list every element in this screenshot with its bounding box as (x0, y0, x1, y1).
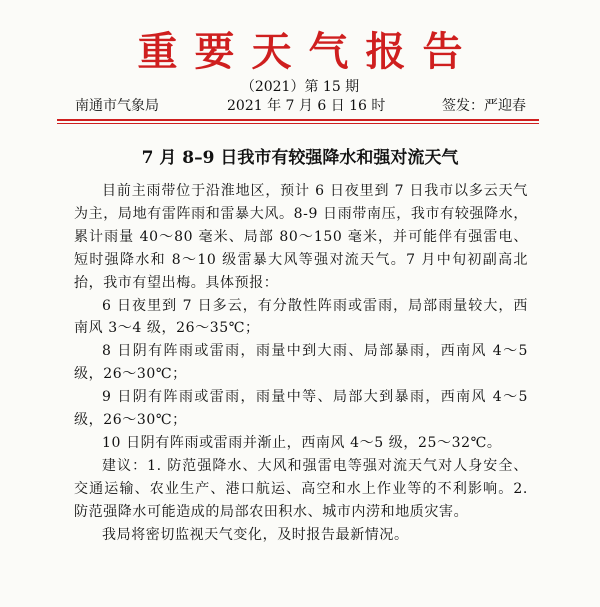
paragraph-closing: 我局将密切监视天气变化，及时报告最新情况。 (102, 526, 409, 543)
issue-number: （2021）第 15 期 (240, 79, 360, 95)
paragraph-overview: 目前主雨带位于沿淮地区，预计 6 日夜里到 7 日我市以多云天气为主，局地有雷阵雨和雷暴大风。8-9 日雨带南压，我市有较强降水，累计雨量 40～80 毫米、局部 80～150 毫米，并可能伴有强雷电、短时强降水和 8～10 级雷暴大风等强对流天气。7 月中旬初副高北抬，我市有望出梅。具体预报： (74, 183, 528, 291)
paragraph-forecast-8: 8 日阴有阵雨或雷雨，雨量中到大雨、局部暴雨，西南风 4～5 级，26～30℃； (74, 343, 528, 383)
issue-datetime: 2021 年 7 月 6 日 16 时 (227, 98, 386, 114)
report-body (74, 180, 528, 547)
signer: 签发：严迎春 (442, 98, 526, 114)
header-divider-thin (57, 123, 539, 124)
header-divider-thick (57, 119, 539, 121)
paragraph-advice: 建议：1. 防范强降水、大风和强雷电等强对流天气对人身安全、交通运输、农业生产、港口航运、高空和水上作业等的不利影响。2. 防范强降水可能造成的局部农田积水、城市内涝和地质灾害。 (74, 457, 528, 520)
paragraph-forecast-9: 9 日阴有阵雨或雷雨，雨量中等、局部大到暴雨，西南风 4～5 级，26～30℃； (74, 389, 528, 429)
report-headline: 7 月 8–9 日我市有较强降水和强对流天气 (141, 148, 459, 168)
report-masthead: 重要天气报告 (137, 29, 480, 75)
paragraph-forecast-6-7: 6 日夜里到 7 日多云，有分散性阵雨或雷雨，局部雨量较大，西南风 3～4 级，26～35℃； (74, 297, 528, 337)
paragraph-forecast-10: 10 日阴有阵雨或雷雨并渐止，西南风 4～5 级，25～32℃。 (102, 434, 502, 451)
header-meta-row (75, 95, 526, 115)
issuing-agency: 南通市气象局 (75, 98, 159, 114)
